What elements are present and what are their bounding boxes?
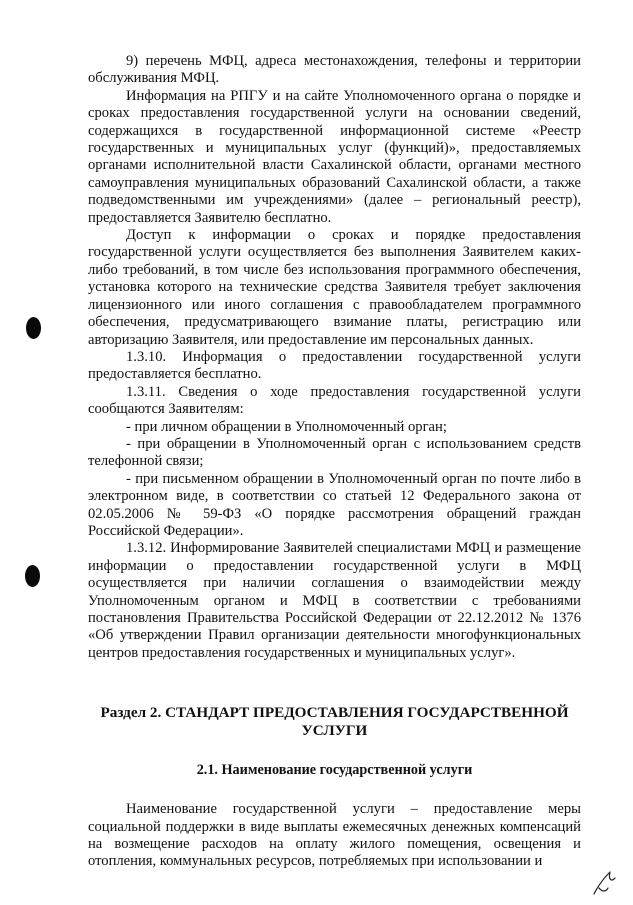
handwritten-initials-mark xyxy=(590,868,618,898)
paragraph: 1.3.11. Сведения о ходе предоставления государственной услуги сообщаются Заявителям: xyxy=(88,383,581,418)
list-item: - при личном обращении в Уполномоченный орган; xyxy=(126,418,447,435)
paragraph: 1.3.10. Информация о предоставлении государственной услуги предоставляется бесплатно. xyxy=(88,348,581,383)
list-item: - при обращении в Уполномоченный орган с использованием средств телефонной связи; xyxy=(88,435,581,470)
document-body xyxy=(88,53,581,871)
punch-hole-mark xyxy=(26,317,41,339)
paragraph: 1.3.12. Информирование Заявителей специалистами МФЦ и размещение информации о предоставлении государственной услуги в МФЦ осуществляется при наличии соглашения о взаимодействии между Уполномоченным органом и МФЦ в соответствии с требованиями постановления Правительства Российской Федерации от 22.12.2012 № 1376 «Об утверждении Правил организации деятельности многофункциональных центров предоставления государственных и муниципальных услуг». xyxy=(88,540,581,661)
list-item: - при письменном обращении в Уполномоченный орган по почте либо в электронном виде, в соответствии со статьей 12 Федерального закона от 02.05.2006 № 59-ФЗ «О порядке рассмотрения обращений граждан Российской Федерации». xyxy=(88,470,581,539)
paragraph: Информация на РПГУ и на сайте Уполномоченного органа о порядке и сроках предоставления государственной услуги на основании сведений, содержащихся в государственной информационной системе «Реестр государственных и муниципальных услуг (функций)», предоставляемых органами исполнительной власти Сахалинской области, органами местного самоуправления муниципальных образований Сахалинской области, а также подведомственными им учреждениями» (далее – региональный реестр), предоставляется Заявителю бесплатно. xyxy=(88,87,581,226)
paragraph: Наименование государственной услуги – предоставление меры социальной поддержки в виде выплаты ежемесячных денежных компенсаций на возмещение расходов на оплату жилого помещения, освещения и отопления, коммунальных ресурсов, потребляемых при использовании и xyxy=(88,801,581,870)
paragraph: Доступ к информации о сроках и порядке предоставления государственной услуги осуществляется без выполнения Заявителем каких-либо требований, в том числе без использования программного обеспечения, установка которого на технические средства Заявителя требует заключения лицензионного или иного соглашения с правообладателем программного обеспечения, предусматривающего взимание платы, регистрацию или авторизацию Заявителя, или предоставление им персональных данных. xyxy=(88,227,581,348)
section-heading: Раздел 2. СТАНДАРТ ПРЕДОСТАВЛЕНИЯ ГОСУДАРСТВЕННОЙ УСЛУГИ xyxy=(100,704,569,740)
paragraph: 9) перечень МФЦ, адреса местонахождения, телефоны и территории обслуживания МФЦ. xyxy=(88,53,581,87)
punch-hole-mark xyxy=(25,565,40,587)
subsection-heading: 2.1. Наименование государственной услуги xyxy=(196,762,473,779)
